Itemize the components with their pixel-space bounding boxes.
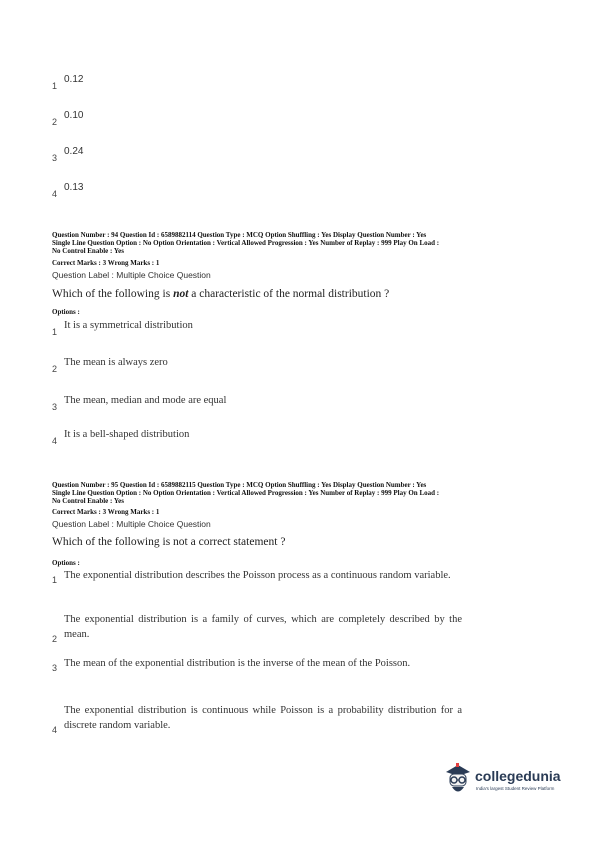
q95-option-3 <box>52 656 462 673</box>
prev-option-3 <box>52 146 83 163</box>
question-meta <box>52 481 547 505</box>
option-text: The mean of the exponential distribution is the inverse of the mean of the Poisson. <box>64 658 411 669</box>
option-text: It is a bell-shaped distribution <box>64 429 190 440</box>
option-text: 0.10 <box>64 110 84 121</box>
question-text-part: a characteristic of the normal distribution ? <box>188 288 390 300</box>
option-number: 2 <box>52 634 58 644</box>
question-label: Question Label : Multiple Choice Question <box>52 270 211 280</box>
option-text: 0.12 <box>64 74 84 85</box>
q94-option-1 <box>52 320 193 337</box>
option-number: 2 <box>52 364 58 374</box>
q95-option-2 <box>52 612 462 644</box>
q94-option-4 <box>52 429 189 446</box>
q94-option-2 <box>52 357 168 374</box>
options-label: Options : <box>52 559 80 567</box>
question-text-emphasis: not <box>173 288 189 300</box>
meta-line: No Control Enable : Yes <box>52 247 124 255</box>
meta-line: Question Number : 94 Question Id : 6589882114 Question Type : MCQ Option Shuffling : Yes Display Question Number : Yes <box>52 231 427 239</box>
mascot-icon <box>443 762 473 802</box>
option-number: 3 <box>52 402 58 412</box>
option-number: 1 <box>52 327 58 337</box>
q95-option-1 <box>52 568 462 585</box>
option-number: 1 <box>52 81 58 91</box>
option-number: 4 <box>52 189 58 199</box>
meta-line: Question Number : 95 Question Id : 6589882115 Question Type : MCQ Option Shuffling : Yes Display Question Number : Yes <box>52 481 427 489</box>
prev-option-1 <box>52 74 83 91</box>
question-text-part: Which of the following is <box>52 288 174 300</box>
question-text <box>52 288 542 300</box>
option-text: It is a symmetrical distribution <box>64 320 193 331</box>
meta-line: Single Line Question Option : No Option Orientation : Vertical Allowed Progression : Yes Number of Replay : 999 Play On Load : <box>52 239 440 247</box>
question-marks: Correct Marks : 3 Wrong Marks : 1 <box>52 259 160 267</box>
question-text: Which of the following is not a correct statement ? <box>52 536 286 548</box>
option-number: 3 <box>52 153 58 163</box>
question-meta <box>52 231 547 255</box>
meta-line: No Control Enable : Yes <box>52 497 124 505</box>
option-number: 4 <box>52 725 58 735</box>
option-text: The exponential distribution is continuous while Poisson is a probability distribution for a discrete random variable. <box>64 705 462 731</box>
option-text: 0.13 <box>64 182 84 193</box>
option-text: 0.24 <box>64 146 84 157</box>
option-number: 1 <box>52 575 58 585</box>
option-text: The mean is always zero <box>64 357 168 368</box>
option-text: The mean, median and mode are equal <box>64 395 227 406</box>
option-text: The exponential distribution is a family of curves, which are completely described by the mean. <box>64 614 462 640</box>
options-label: Options : <box>52 308 80 316</box>
q95-option-4 <box>52 703 462 735</box>
prev-option-2 <box>52 110 83 127</box>
option-number: 4 <box>52 436 58 446</box>
logo-tagline: India's largest Student Review Platform <box>476 786 555 791</box>
option-number: 3 <box>52 663 58 673</box>
option-text: The exponential distribution describes the Poisson process as a continuous random variable. <box>64 570 451 581</box>
q94-option-3 <box>52 395 226 412</box>
meta-line: Single Line Question Option : No Option Orientation : Vertical Allowed Progression : Yes Number of Replay : 999 Play On Load : <box>52 489 440 497</box>
question-label: Question Label : Multiple Choice Question <box>52 519 211 529</box>
collegedunia-logo <box>443 762 561 804</box>
prev-option-4 <box>52 182 83 199</box>
option-number: 2 <box>52 117 58 127</box>
logo-brand: collegedunia <box>475 768 561 784</box>
question-marks: Correct Marks : 3 Wrong Marks : 1 <box>52 508 160 516</box>
